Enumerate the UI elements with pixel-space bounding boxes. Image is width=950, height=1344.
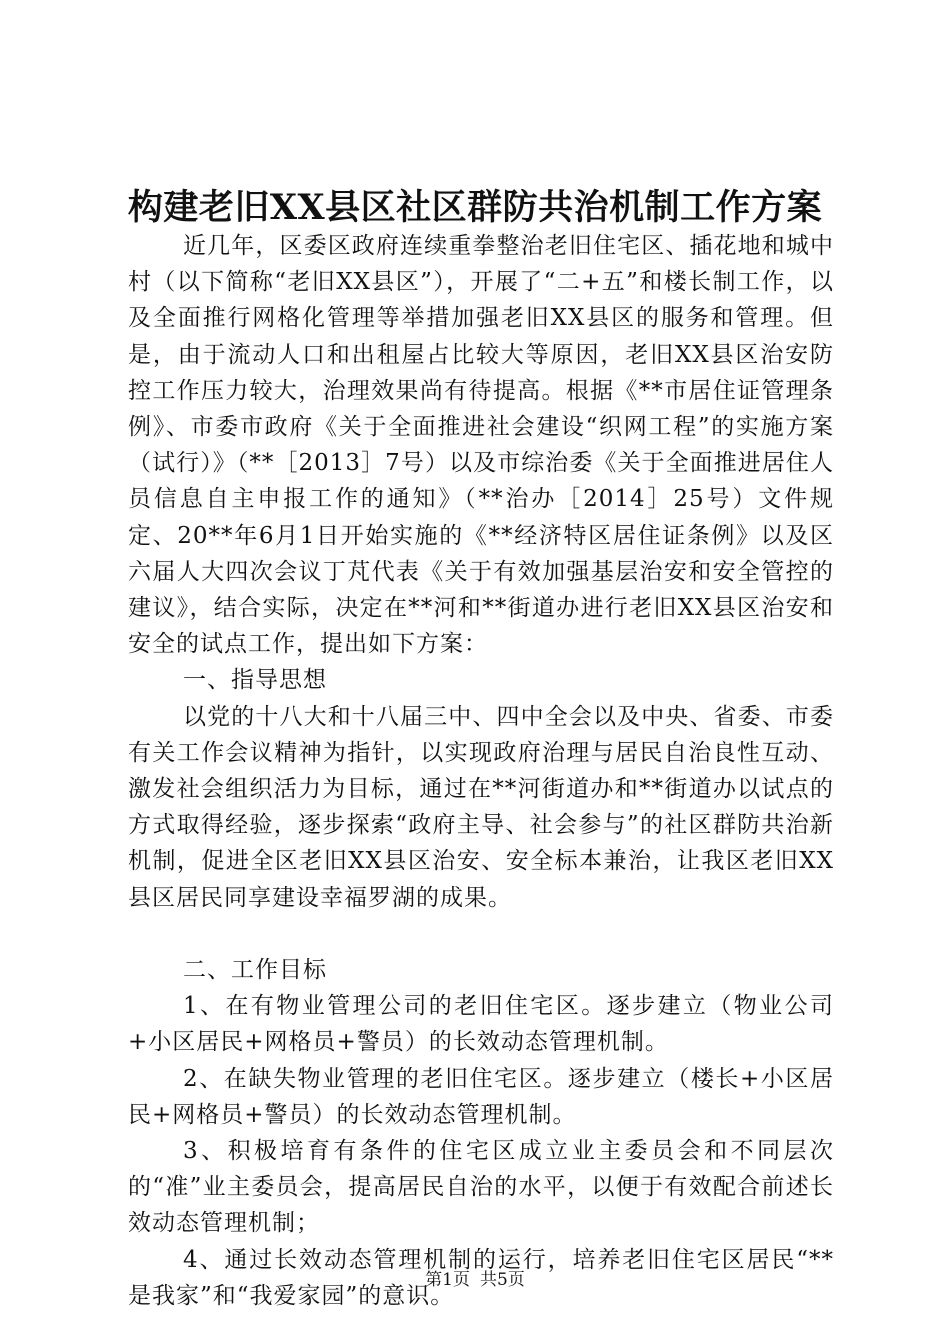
goal-item-4: 4、通过长效动态管理机制的运行，培养老旧住宅区居民“**是我家”和“我爱家园”的意识。	[128, 1246, 834, 1309]
page-footer	[0, 1268, 950, 1292]
goal-item-1: 1、在有物业管理公司的老旧住宅区。逐步建立（物业公司+小区居民+网格员+警员）的长效动态管理机制。	[128, 993, 834, 1056]
blank-line	[128, 916, 834, 952]
goal-item-2: 2、在缺失物业管理的老旧住宅区。逐步建立（楼长+小区居民+网格员+警员）的长效动态管理机制。	[128, 1065, 834, 1128]
section1-heading: 一、指导思想	[183, 667, 327, 694]
document-title: 构建老旧XX县区社区群防共治机制工作方案	[127, 187, 823, 228]
section1-paragraph: 以党的十八大和十八届三中、四中全会以及中央、省委、市委有关工作会议精神为指针，以实现政府治理与居民自治良性互动、激发社会组织活力为目标，通过在**河街道办和**街道办以试点的方式取得经验，逐步探索“政府主导、社会参与”的社区群防共治新机制，促进全区老旧XX县区治安、安全标本兼治，让我区老旧XX县区居民同享建设幸福罗湖的成果。	[128, 703, 834, 911]
intro-paragraph: 近几年，区委区政府连续重拳整治老旧住宅区、插花地和城中村（以下简称“老旧XX县区”），开展了“二+五”和楼长制工作，以及全面推行网格化管理等举措加强老旧XX县区的服务和管理。但是，由于流动人口和出租屋占比较大等原因，老旧XX县区治安防控工作压力较大，治理效果尚有待提高。根据《**市居住证管理条例》、市委市政府《关于全面推进社会建设“织网工程”的实施方案（试行）》（**［2013］7号）以及市综治委《关于全面推进居住人员信息自主申报工作的通知》（**治办［2014］25号）文件规定、20**年6月1日开始实施的《**经济特区居住证条例》以及区六届人大四次会议丁芃代表《关于有效加强基层治安和安全管控的建议》，结合实际，决定在**河和**街道办进行老旧XX县区治安和安全的试点工作，提出如下方案：	[128, 233, 834, 658]
page-total: 共5页	[480, 1270, 525, 1290]
goal-item-3: 3、积极培育有条件的住宅区成立业主委员会和不同层次的“准”业主委员会，提高居民自治的水平，以便于有效配合前述长效动态管理机制；	[128, 1138, 834, 1237]
document-body	[128, 228, 834, 1314]
page-current: 第1页	[425, 1270, 470, 1290]
section2-heading: 二、工作目标	[183, 957, 327, 984]
